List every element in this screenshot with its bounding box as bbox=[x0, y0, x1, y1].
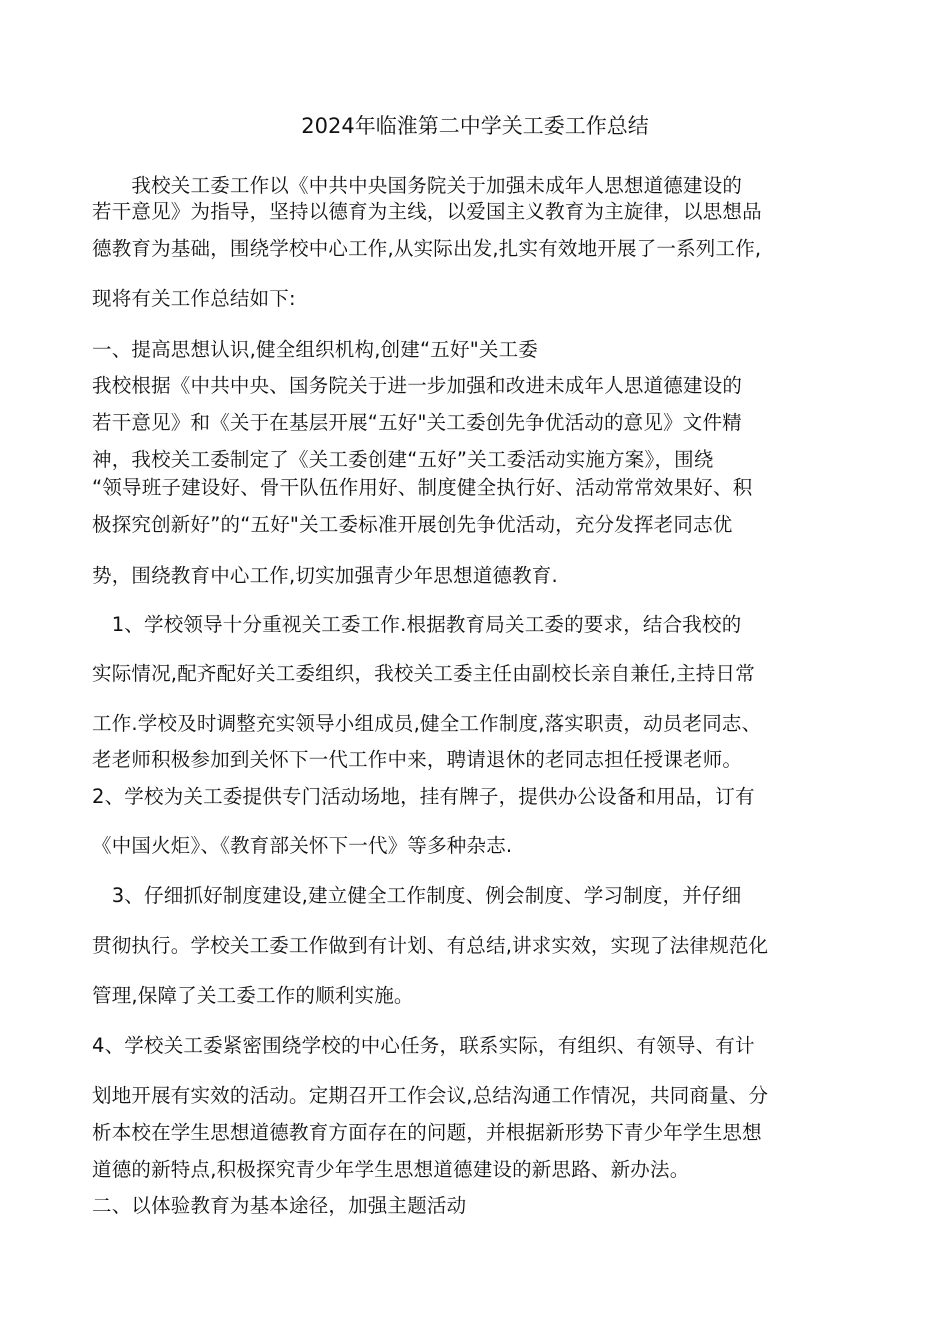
paragraph-line: 析本校在学生思想道德教育方面存在的问题，并根据新形势下青少年学生思想 bbox=[92, 1121, 762, 1144]
paragraph-line: 工作.学校及时调整充实领导小组成员,健全工作制度,落实职责，动员老同志、 bbox=[92, 712, 762, 735]
paragraph-line: 2、学校为关工委提供专门活动场地，挂有牌子，提供办公设备和用品，订有 bbox=[92, 785, 755, 808]
paragraph-line: 《中国火炬》、《教育部关怀下一代》等多种杂志. bbox=[92, 834, 513, 857]
paragraph-line: 德教育为基础，围绕学校中心工作,从实际出发,扎实有效地开展了一系列工作, bbox=[92, 237, 762, 260]
paragraph-line: 老老师积极参加到关怀下一代工作中来，聘请退休的老同志担任授课老师。 bbox=[92, 748, 743, 771]
paragraph-line: 实际情况,配齐配好关工委组织，我校关工委主任由副校长亲自兼任,主持日常 bbox=[92, 662, 755, 685]
paragraph-line: 我校根据《中共中央、国务院关于进一步加强和改进未成年人思道德建设的 bbox=[92, 374, 743, 397]
paragraph-line: 1、学校领导十分重视关工委工作.根据教育局关工委的要求，结合我校的 bbox=[92, 613, 742, 636]
paragraph-line: 我校关工委工作以《中共中央国务院关于加强未成年人思想道德建设的 bbox=[92, 174, 743, 197]
paragraph-line: 划地开展有实效的活动。定期召开工作会议,总结沟通工作情况，共同商量、分 bbox=[92, 1084, 769, 1107]
paragraph-line: 神，我校关工委制定了《关工委创建“五好”关工委活动实施方案》，围绕 bbox=[92, 448, 714, 471]
paragraph-line: 管理,保障了关工委工作的顺利实施。 bbox=[92, 984, 414, 1007]
section-heading: 一、提高思想认识,健全组织机构,创建“五好"关工委 bbox=[92, 338, 538, 361]
paragraph-line: 极探究创新好”的“五好"关工委标准开展创先争优活动，充分发挥老同志优 bbox=[92, 513, 733, 536]
paragraph-line: 若干意见》和《关于在基层开展“五好"关工委创先争优活动的意见》文件精 bbox=[92, 411, 742, 434]
paragraph-line: “领导班子建设好、骨干队伍作用好、制度健全执行好、活动常常效果好、积 bbox=[92, 476, 753, 499]
document-title: 2024年临淮第二中学关工委工作总结 bbox=[301, 114, 649, 138]
paragraph-line: 贯彻执行。学校关工委工作做到有计划、有总结,讲求实效，实现了法律规范化 bbox=[92, 934, 769, 957]
paragraph-line: 3、仔细抓好制度建设,建立健全工作制度、例会制度、学习制度，并仔细 bbox=[92, 884, 742, 907]
paragraph-line: 道德的新特点,积极探究青少年学生思想道德建设的新思路、新办法。 bbox=[92, 1158, 690, 1181]
paragraph-line: 4、学校关工委紧密围绕学校的中心任务，联系实际，有组织、有领导、有计 bbox=[92, 1034, 755, 1057]
paragraph-line: 现将有关工作总结如下: bbox=[92, 287, 296, 310]
paragraph-line: 若干意见》为指导，坚持以德育为主线，以爱国主义教育为主旋律，以思想品 bbox=[92, 200, 762, 223]
section-heading: 二、以体验教育为基本途径，加强主题活动 bbox=[92, 1194, 467, 1217]
paragraph-line: 势，围绕教育中心工作,切实加强青少年思想道德教育. bbox=[92, 564, 558, 587]
